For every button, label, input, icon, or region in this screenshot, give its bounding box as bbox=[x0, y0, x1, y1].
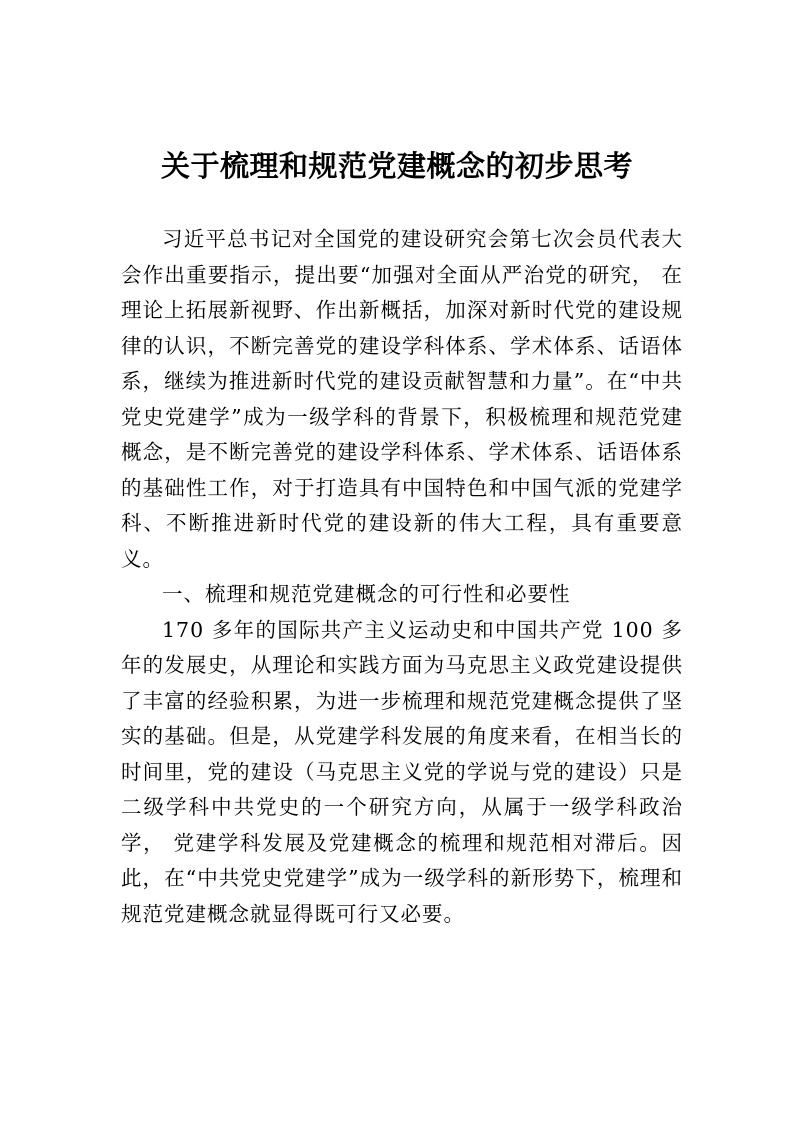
section-paragraph: 170 多年的国际共产主义运动史和中国共产党 100 多年的发展史，从理论和实践方面为马克思主义政党建设提供了丰富的经验积累，为进一步梳理和规范党建概念提供了坚实的基础。但是，从党建学科发展的角度来看，在相当长的时间里，党的建设（马克思主义党的学说与党的建设）只是二级学科中共党史的一个研究方向，从属于一级学科政治学， 党建学科发展及党建概念的梳理和规范相对滞后。因此，在“中共党史党建学”成为一级学科的新形势下，梳理和规范党建概念就显得既可行又必要。 bbox=[121, 617, 683, 926]
section-heading: 一、梳理和规范党建概念的可行性和必要性 bbox=[162, 582, 571, 606]
intro-paragraph: 习近平总书记对全国党的建设研究会第七次会员代表大会作出重要指示，提出要“加强对全面从严治党的研究， 在理论上拓展新视野、作出新概括，加深对新时代党的建设规律的认识，不断完善党的建设学科体系、学术体系、话语体系，继续为推进新时代党的建设贡献智慧和力量”。在“中共党史党建学”成为一级学科的背景下，积极梳理和规范党建概念，是不断完善党的建设学科体系、学术体系、话语体系的基础性工作，对于打造具有中国特色和中国气派的党建学科、不断推进新时代党的建设新的伟大工程，具有重要意义。 bbox=[121, 227, 683, 571]
document-body bbox=[121, 222, 683, 932]
document-title: 关于梳理和规范党建概念的初步思考 bbox=[160, 149, 633, 183]
